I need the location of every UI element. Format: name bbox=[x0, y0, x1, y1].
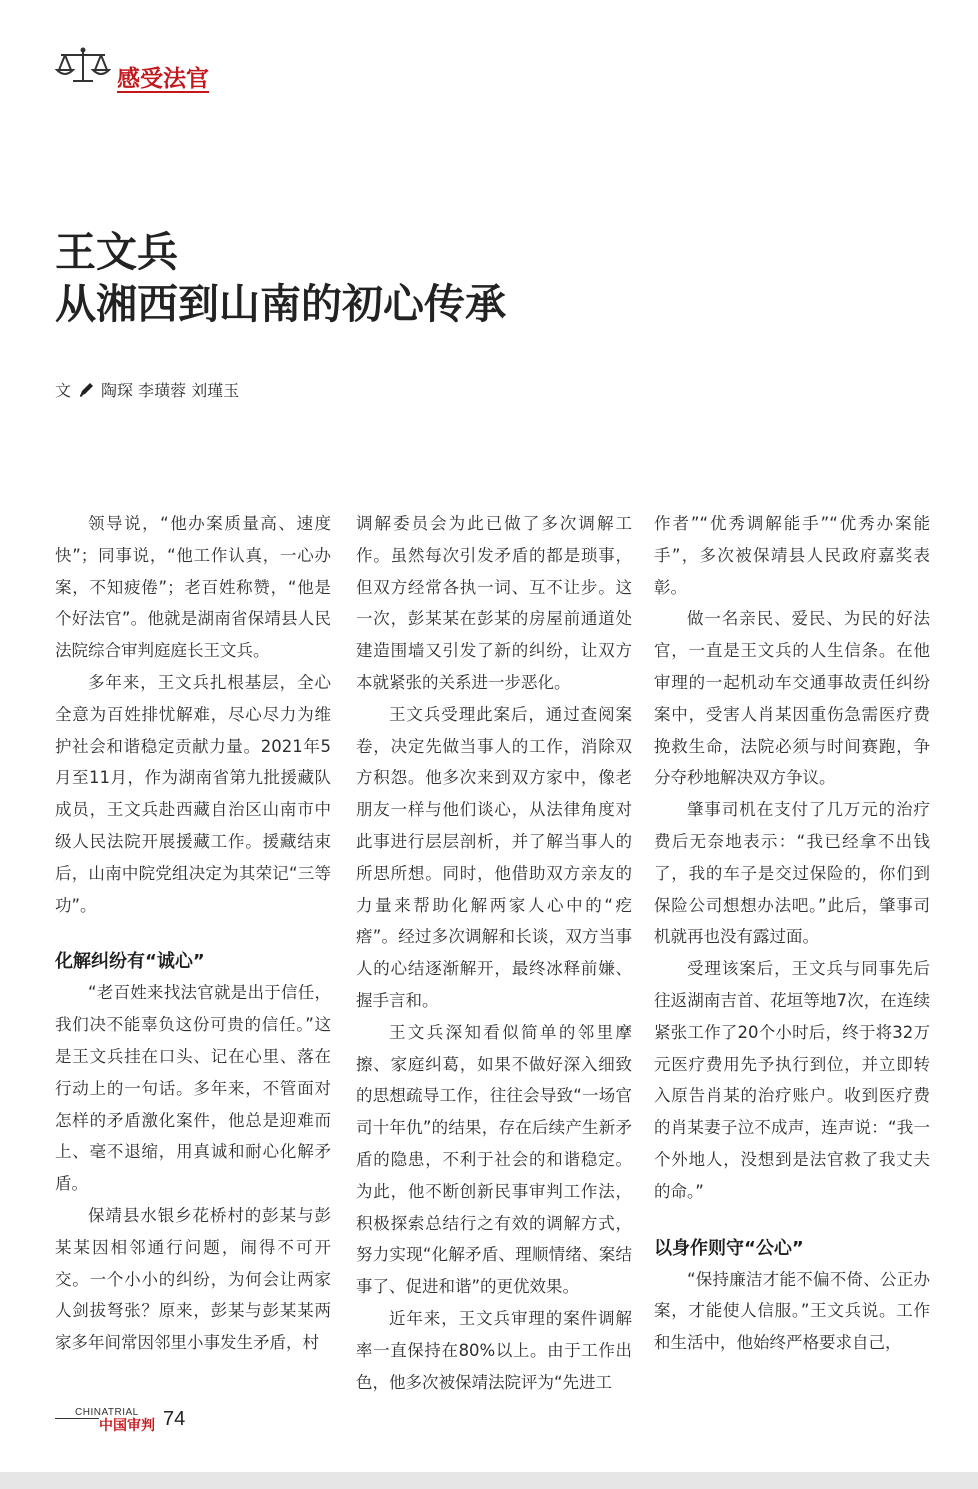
article-column-1 bbox=[55, 508, 331, 1359]
paragraph: 近年来，王文兵审理的案件调解率一直保持在80%以上。由于工作出色，他多次被保靖法院评为“先进工 bbox=[356, 1308, 632, 1392]
headline-line-2: 从湘西到山南的初心传承 bbox=[55, 280, 506, 328]
byline-authors: 陶琛 李璜蓉 刘瑾玉 bbox=[101, 381, 240, 400]
page-bottom-band bbox=[0, 1472, 978, 1489]
subheading-sincerity: 化解纠纷有“诚心” bbox=[55, 951, 205, 973]
magazine-name-cn: 中国审判 bbox=[99, 1418, 155, 1434]
subheading-public-heart: 以身作则守“公心” bbox=[654, 1237, 804, 1259]
byline bbox=[55, 378, 239, 401]
paragraph: 作者”“优秀调解能手”“优秀办案能手”，多次被保靖县人民政府嘉奖表彰。 bbox=[654, 514, 930, 597]
page-number: 74 bbox=[163, 1408, 186, 1430]
article-column-3 bbox=[654, 508, 930, 1359]
footer-rule bbox=[55, 1418, 99, 1419]
paragraph: 保靖县水银乡花桥村的彭某与彭某某因相邻通行问题，闹得不可开交。一个小小的纠纷，为何会让两家人剑拔弩张？原来，彭某与彭某某两家多年间常因邻里小事发生矛盾，村 bbox=[55, 1205, 331, 1353]
page-footer bbox=[55, 1404, 255, 1434]
paragraph: 调解委员会为此已做了多次调解工作。虽然每次引发矛盾的都是琐事，但双方经常各执一词、互不让步。这一次，彭某某在彭某的房屋前通道处建造围墙又引发了新的纠纷，让双方本就紧张的关系进一步恶化。 bbox=[356, 514, 632, 692]
paragraph: “保持廉洁才能不偏不倚、公正办案，才能使人信服。”王文兵说。工作和生活中，他始终严格要求自己， bbox=[654, 1269, 930, 1353]
byline-prefix: 文 bbox=[55, 381, 72, 400]
paragraph: 领导说，“他办案质量高、速度快”；同事说，“他工作认真，一心办案，不知疲倦”；老百姓称赞，“他是个好法官”。他就是湖南省保靖县人民法院综合审判庭庭长王文兵。 bbox=[55, 514, 331, 661]
article-headline bbox=[55, 226, 506, 330]
paragraph: 王文兵深知看似简单的邻里摩擦、家庭纠葛，如果不做好深入细致的思想疏导工作，往往会导致“一场官司十年仇”的结果，存在后续产生新矛盾的隐患，不利于社会的和谐稳定。为此，他不断创新民事审判工作法，积极探索总结行之有效的调解方式，努力实现“化解矛盾、理顺情绪、案结事了、促进和谐”的更优效果。 bbox=[356, 1022, 632, 1297]
paragraph: 王文兵受理此案后，通过查阅案卷，决定先做当事人的工作，消除双方积怨。他多次来到双方家中，像老朋友一样与他们谈心，从法律角度对此事进行层层剖析，并了解当事人的所思所想。同时，他借助双方亲友的力量来帮助化解两家人心中的“疙瘩”。经过多次调解和长谈，双方当事人的心结逐渐解开，最终冰释前嫌、握手言和。 bbox=[356, 704, 632, 1010]
paragraph: 多年来，王文兵扎根基层，全心全意为百姓排忧解难，尽心尽力为维护社会和谐稳定贡献力量。2021年5月至11月，作为湖南省第九批援藏队成员，王文兵赴西藏自治区山南市中级人民法院开展援藏工作。援藏结束后，山南中院党组决定为其荣记“三等功”。 bbox=[55, 672, 331, 915]
scales-of-justice-icon bbox=[55, 46, 111, 86]
paragraph: “老百姓来找法官就是出于信任，我们决不能辜负这份可贵的信任。”这是王文兵挂在口头、记在心里、落在行动上的一句话。多年来，不管面对怎样的矛盾激化案件，他总是迎难而上、毫不退缩，用真诚和耐心化解矛盾。 bbox=[55, 983, 331, 1194]
magazine-name-en: CHINATRIAL bbox=[75, 1407, 139, 1418]
headline-line-1: 王文兵 bbox=[55, 228, 178, 276]
paragraph: 做一名亲民、爱民、为民的好法官，一直是王文兵的人生信条。在他审理的一起机动车交通事故责任纠纷案中，受害人肖某因重伤急需医疗费挽救生命，法院必须与时间赛跑，争分夺秒地解决双方争议。 bbox=[654, 609, 930, 788]
section-title: 感受法官 bbox=[117, 66, 209, 92]
paragraph: 肇事司机在支付了几万元的治疗费后无奈地表示：“我已经拿不出钱了，我的车子是交过保险的，你们到保险公司想想办法吧。”此后，肇事司机就再也没有露过面。 bbox=[654, 800, 930, 947]
paragraph: 受理该案后，王文兵与同事先后往返湖南吉首、花垣等地7次，在连续紧张工作了20个小时后，终于将32万元医疗费用先予执行到位，并立即转入原告肖某的治疗账户。收到医疗费的肖某妻子泣不成声，连声说：“我一个外地人，没想到是法官救了我丈夫的命。” bbox=[654, 959, 930, 1201]
pen-icon bbox=[77, 381, 95, 399]
article-column-2 bbox=[356, 508, 632, 1398]
